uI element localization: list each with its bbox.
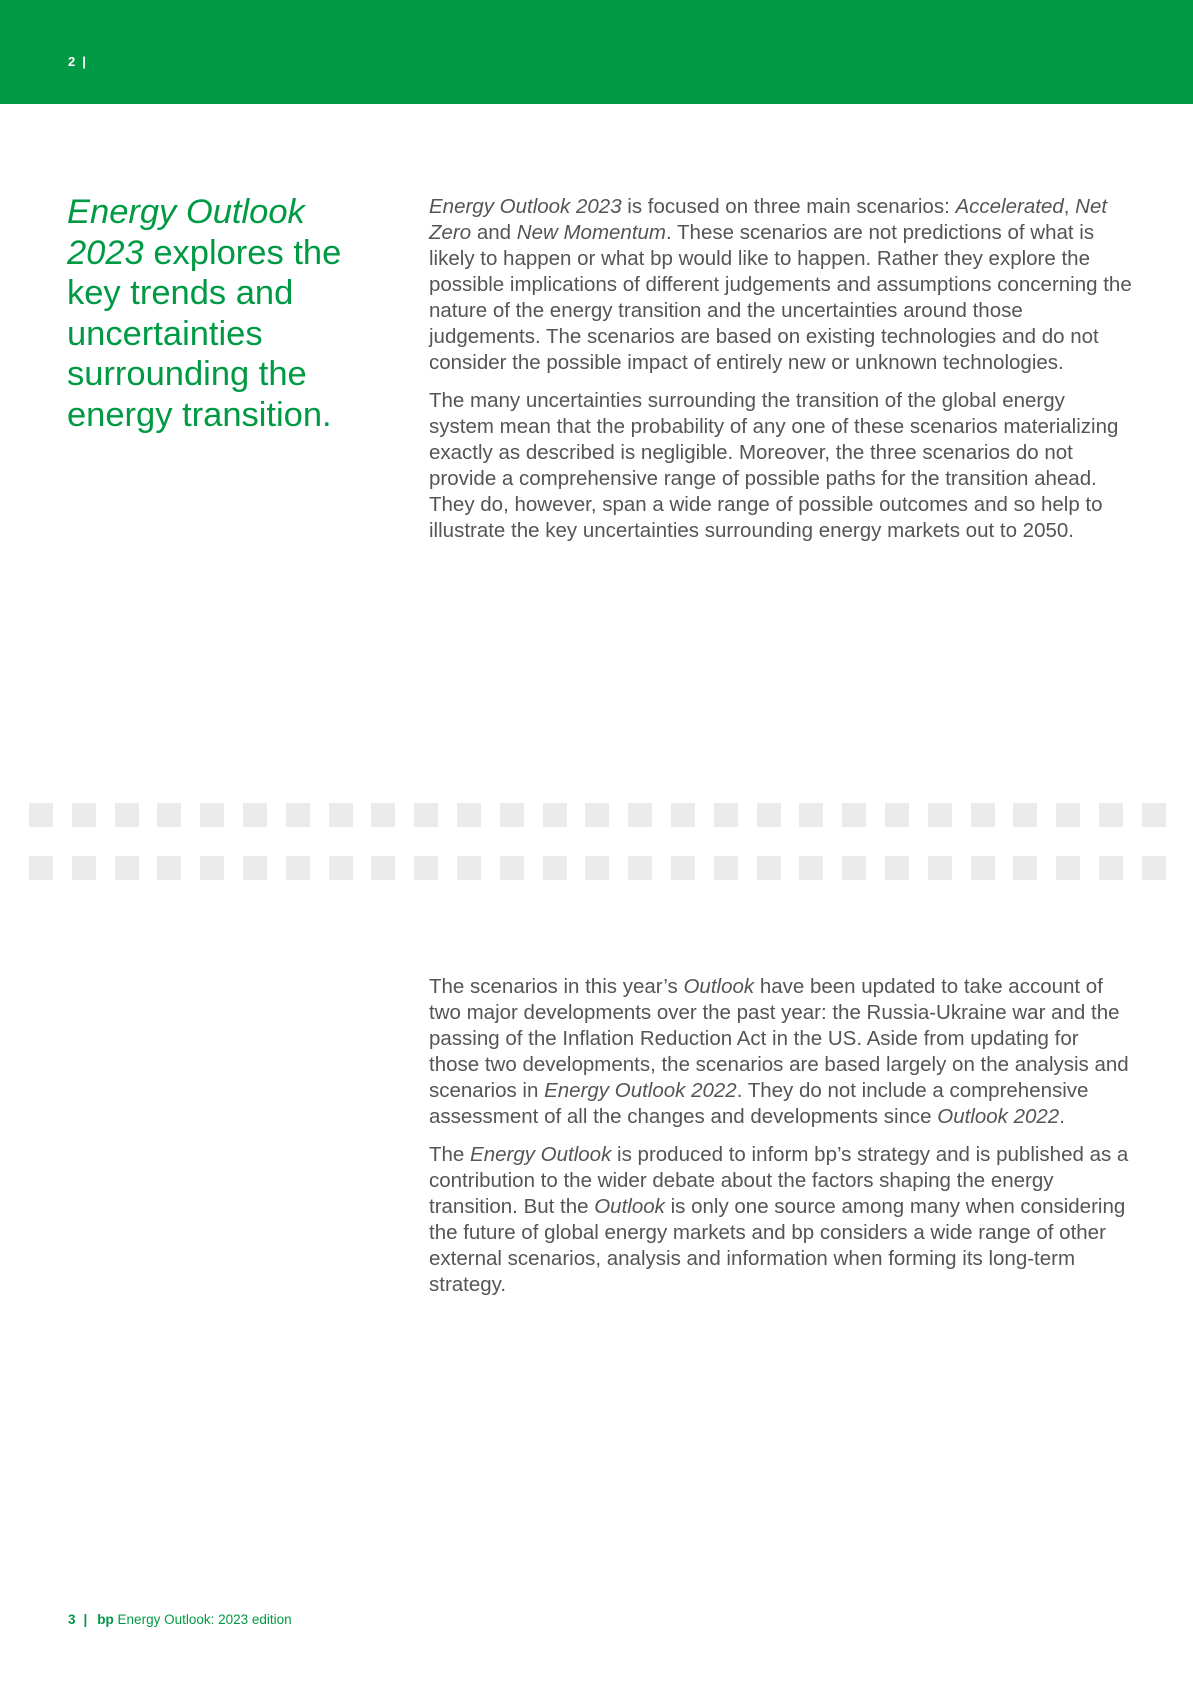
divider-square <box>457 856 481 880</box>
divider-square <box>286 803 310 827</box>
text-span: The scenarios in this year’s <box>429 975 684 998</box>
divider-square <box>243 856 267 880</box>
footer-brand: bp <box>97 1612 114 1627</box>
divider-square <box>757 856 781 880</box>
divider-square <box>72 856 96 880</box>
divider-square <box>115 803 139 827</box>
divider-square <box>1013 856 1037 880</box>
update-paragraph-1 <box>429 974 1134 1130</box>
divider-square <box>29 803 53 827</box>
divider-square <box>29 856 53 880</box>
divider-square <box>585 856 609 880</box>
divider-pattern-row-2 <box>29 856 1169 880</box>
lead-text: explores the key trends and uncertainties surrounding the energy transition. <box>67 233 342 434</box>
divider-square <box>543 856 567 880</box>
update-body <box>429 974 1134 1310</box>
divider-square <box>714 856 738 880</box>
divider-square <box>885 856 909 880</box>
intro-paragraph-2: The many uncertainties surrounding the transition of the global energy system mean that the probability of any one of these scenarios materializing exactly as described is negligible. Moreover, the three scenarios do not provide a comprehensive range of possible paths for the transition ahead. They do, however, span a wide range of possible outcomes and so help to illustrate the key uncertainties surrounding energy markets out to 2050. <box>429 389 1119 542</box>
divider-square <box>928 803 952 827</box>
italic-title: Energy Outlook 2023 <box>429 195 622 218</box>
divider-square <box>72 803 96 827</box>
divider-square <box>671 856 695 880</box>
footer-page-number: 3 <box>68 1612 76 1627</box>
divider-square <box>928 856 952 880</box>
divider-square <box>585 803 609 827</box>
divider-square <box>799 803 823 827</box>
italic-energy-outlook: Energy Outlook <box>470 1143 612 1166</box>
header-page-number-value: 2 <box>68 54 76 69</box>
divider-square <box>628 856 652 880</box>
divider-square <box>414 803 438 827</box>
divider-square <box>200 856 224 880</box>
scenario-net-zero: Net Zero <box>429 195 1108 244</box>
divider-square <box>243 803 267 827</box>
divider-square <box>1142 856 1166 880</box>
divider-square <box>842 856 866 880</box>
divider-square <box>1013 803 1037 827</box>
italic-outlook-2022: Outlook 2022 <box>937 1105 1060 1128</box>
text-span: The <box>429 1143 471 1166</box>
divider-square <box>329 803 353 827</box>
divider-square <box>799 856 823 880</box>
text-span: is produced to inform bp’s strategy and is published as a contribution to the wider debate about the factors shaping the energy transition. But the <box>429 1143 1129 1218</box>
scenario-accelerated: Accelerated <box>955 195 1064 218</box>
intro-paragraph-1 <box>429 194 1134 376</box>
divider-square <box>200 803 224 827</box>
text-span: . They do not include a comprehensive assessment of all the changes and developments since <box>429 1079 1089 1128</box>
footer-separator: | <box>83 1612 88 1627</box>
text-span: and <box>471 221 517 244</box>
footer <box>68 1612 292 1627</box>
italic-outlook: Outlook <box>594 1195 665 1218</box>
text-span: is only one source among many when considering the future of global energy markets and bp considers a wide range of other external scenarios, analysis and information when forming its long-term strategy. <box>429 1195 1126 1296</box>
text-span: have been updated to take account of two major developments over the past year: the Russia-Ukraine war and the passing of the Inflation Reduction Act in the US. Aside from updating for those two developments, the scenarios are based largely on the analysis and scenarios in <box>429 975 1129 1102</box>
divider-square <box>1142 803 1166 827</box>
divider-square <box>714 803 738 827</box>
divider-square <box>971 803 995 827</box>
divider-square <box>842 803 866 827</box>
divider-square <box>1099 856 1123 880</box>
divider-square <box>115 856 139 880</box>
footer-title: Energy Outlook: 2023 edition <box>113 1612 292 1627</box>
divider-square <box>157 856 181 880</box>
divider-square <box>157 803 181 827</box>
text-span: . These scenarios are not predictions of what is likely to happen or what bp would like to happen. Rather they explore the possible implications of different judgements and assumptions concerning the nature of the energy transition and the uncertainties around those judgements. The scenarios are based on existing technologies and do not consider the possible impact of entirely new or unknown technologies. <box>429 221 1132 374</box>
header-bar <box>0 0 1193 104</box>
scenario-new-momentum: New Momentum <box>516 221 667 244</box>
divider-square <box>500 856 524 880</box>
divider-square <box>500 803 524 827</box>
divider-square <box>286 856 310 880</box>
divider-pattern-row-1 <box>29 803 1169 827</box>
divider-square <box>885 803 909 827</box>
divider-square <box>971 856 995 880</box>
divider-square <box>371 803 395 827</box>
divider-square <box>371 856 395 880</box>
header-separator: | <box>82 54 86 69</box>
intro-body <box>429 194 1134 556</box>
text-span: is focused on three main scenarios: <box>621 195 956 218</box>
header-page-number <box>68 54 86 69</box>
divider-square <box>671 803 695 827</box>
lead-heading <box>67 192 367 435</box>
italic-energy-outlook-2022: Energy Outlook 2022 <box>544 1079 737 1102</box>
italic-outlook: Outlook <box>683 975 755 998</box>
lead-title-italic: Energy Outlook 2023 <box>67 193 305 272</box>
divider-square <box>543 803 567 827</box>
text-span: . <box>1059 1105 1065 1128</box>
text-span: , <box>1063 195 1076 218</box>
update-paragraph-2 <box>429 1142 1134 1298</box>
divider-square <box>628 803 652 827</box>
divider-square <box>457 803 481 827</box>
divider-square <box>1056 803 1080 827</box>
divider-square <box>757 803 781 827</box>
divider-square <box>1099 803 1123 827</box>
divider-square <box>329 856 353 880</box>
divider-square <box>414 856 438 880</box>
divider-square <box>1056 856 1080 880</box>
